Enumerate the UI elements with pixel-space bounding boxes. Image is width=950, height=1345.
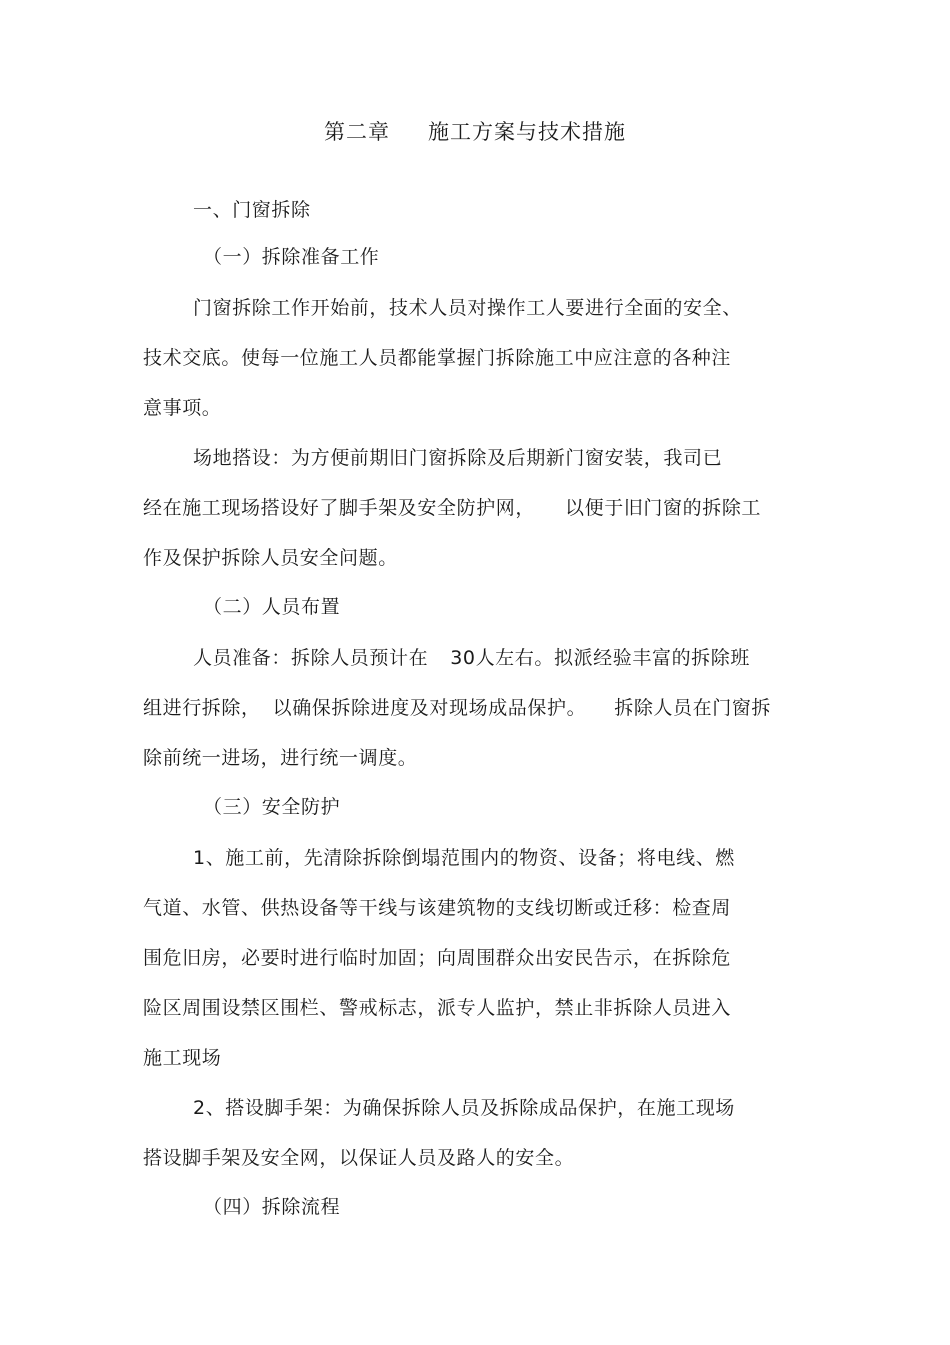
paragraph-line: 场地搭设：为方便前期旧门窗拆除及后期新门窗安装，我司已 [193, 447, 723, 469]
paragraph-line: 围危旧房，必要时进行临时加固；向周围群众出安民告示，在拆除危 [143, 947, 732, 969]
paragraph-line [143, 693, 771, 723]
text-segment: 以确保拆除进度及对现场成品保护。 [272, 697, 587, 719]
text-segment: 人员准备：拆除人员预计在 [193, 647, 429, 669]
text-segment: 经在施工现场搭设好了脚手架及安全防护网， [143, 497, 536, 519]
text-segment: 30人左右。拟派经验丰富的拆除班 [450, 647, 750, 669]
paragraph-line: 意事项。 [143, 397, 222, 419]
paragraph-line [143, 493, 761, 523]
chapter-number: 第二章 [324, 120, 390, 144]
text-segment: 拆除人员在门窗拆 [614, 697, 772, 719]
section-heading-1: 一、门窗拆除 [193, 199, 311, 221]
paragraph-line: 技术交底。使每一位施工人员都能掌握门拆除施工中应注意的各种注 [143, 347, 732, 369]
subsection-heading-1: （一）拆除准备工作 [203, 246, 380, 268]
chapter-title [0, 116, 950, 148]
paragraph-line: 搭设脚手架及安全网，以保证人员及路人的安全。 [143, 1147, 575, 1169]
paragraph-line: 气道、水管、供热设备等干线与该建筑物的支线切断或迁移：检查周 [143, 897, 732, 919]
subsection-heading-3: （三）安全防护 [203, 796, 341, 818]
paragraph-line: 除前统一进场，进行统一调度。 [143, 747, 418, 769]
subsection-heading-4: （四）拆除流程 [203, 1196, 341, 1218]
paragraph-line: 2、搭设脚手架：为确保拆除人员及拆除成品保护，在施工现场 [193, 1097, 735, 1119]
subsection-heading-2: （二）人员布置 [203, 596, 341, 618]
paragraph-line: 险区周围设禁区围栏、警戒标志，派专人监护，禁止非拆除人员进入 [143, 997, 732, 1019]
paragraph-line: 1、施工前，先清除拆除倒塌范围内的物资、设备；将电线、燃 [193, 847, 735, 869]
chapter-name: 施工方案与技术措施 [428, 120, 626, 144]
paragraph-line: 作及保护拆除人员安全问题。 [143, 547, 398, 569]
paragraph-line: 施工现场 [143, 1047, 222, 1069]
paragraph-line [193, 643, 750, 673]
text-segment: 组进行拆除， [143, 697, 261, 719]
paragraph-line: 门窗拆除工作开始前，技术人员对操作工人要进行全面的安全、 [193, 297, 742, 319]
text-segment: 以便于旧门窗的拆除工 [565, 497, 762, 519]
